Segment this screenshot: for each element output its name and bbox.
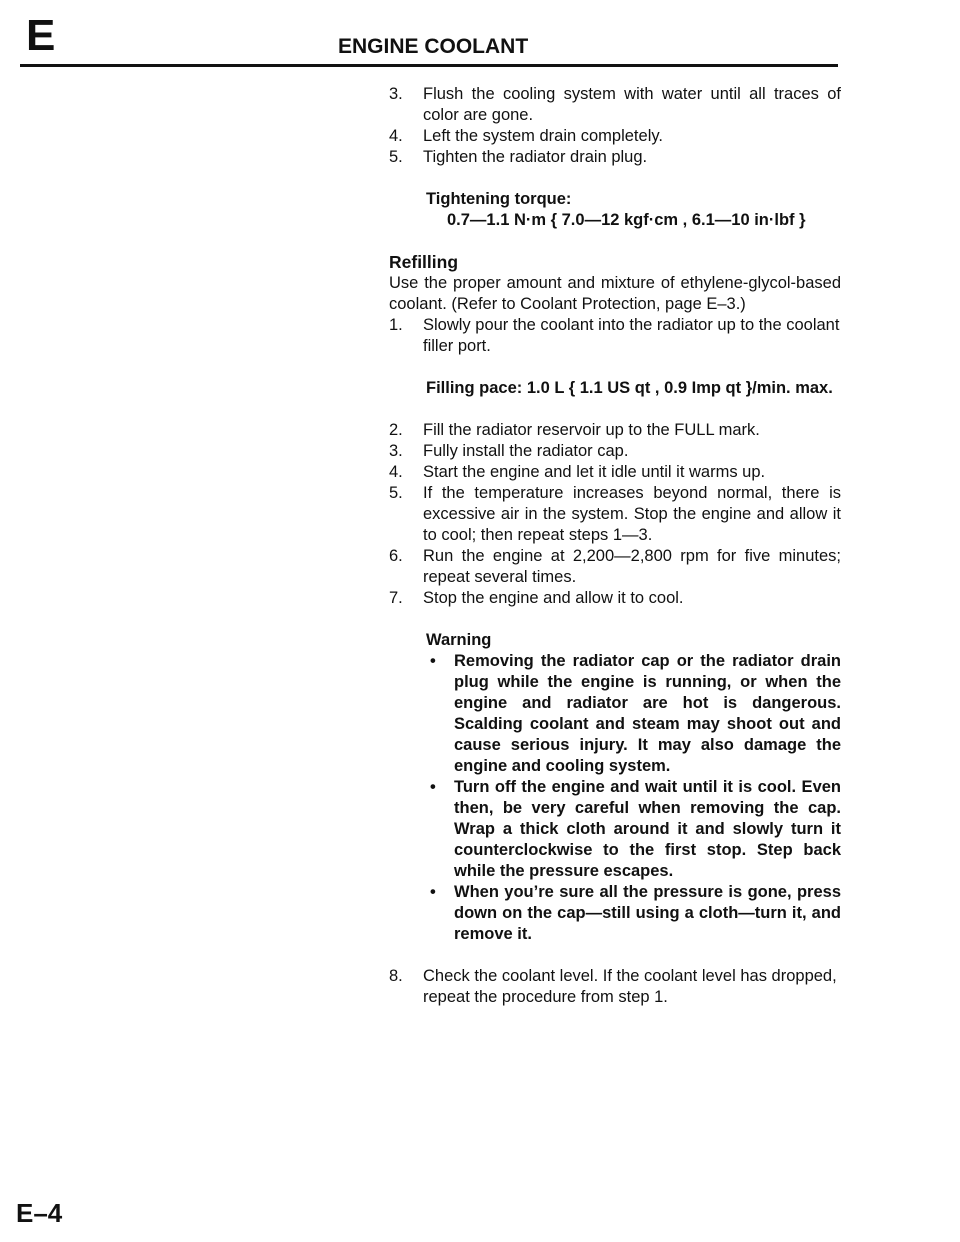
warning-list [426, 651, 841, 945]
header-rule [20, 64, 838, 67]
list-item: 1. Slowly pour the coolant into the radiator up to the coolant filler port. [389, 316, 840, 355]
bullet-icon: • [430, 652, 436, 670]
refilling-heading: Refilling [389, 252, 459, 272]
warning-title: Warning [426, 631, 492, 649]
list-item: 6. Run the engine at 2,200—2,800 rpm for five minutes; repeat several times. [389, 547, 841, 586]
list-item: • When you’re sure all the pressure is gone, press down on the cap—still using a cloth—turn it, and remove it. [426, 882, 841, 945]
list-item: 3. Fully install the radiator cap. [389, 442, 629, 460]
refilling-intro: Use the proper amount and mixture of ethylene-glycol-based coolant. (Refer to Coolant Protection, page E–3.) [389, 274, 841, 313]
page-number: E–4 [16, 1198, 63, 1228]
torque-value: 0.7—1.1 N·m { 7.0—12 kgf·cm , 6.1—10 in·lbf } [447, 211, 806, 229]
warning-box [389, 630, 841, 945]
list-item: 2. Fill the radiator reservoir up to the FULL mark. [389, 421, 760, 439]
list-item: 5. If the temperature increases beyond normal, there is excessive air in the system. Stop the engine and allow it to cool; then repeat steps 1—3. [389, 484, 841, 544]
list-item: 4. Left the system drain completely. [389, 127, 663, 145]
bullet-icon: • [430, 778, 436, 796]
bullet-icon: • [430, 883, 436, 901]
list-item: • Removing the radiator cap or the radiator drain plug while the engine is running, or when the engine and radiator are hot is dangerous. Scalding coolant and steam may shoot out and cause serious injury. It may also damage the engine and cooling system. [426, 651, 841, 777]
refilling-step-1 [389, 315, 841, 357]
list-item: 7. Stop the engine and allow it to cool. [389, 589, 684, 607]
list-item: • Turn off the engine and wait until it is cool. Even then, be very careful when removing the cap. Wrap a thick cloth around it and slowly turn it counterclockwise to the first stop. Step back while the pressure escapes. [426, 777, 841, 882]
page-title: ENGINE COOLANT [338, 35, 529, 58]
final-step [389, 966, 841, 1008]
torque-label: Tightening torque: [426, 190, 572, 208]
section-letter: E [26, 11, 56, 60]
list-item: 4. Start the engine and let it idle until it warms up. [389, 463, 766, 481]
list-item: 3. Flush the cooling system with water until all traces of color are gone. [389, 85, 841, 124]
flush-steps [389, 84, 841, 168]
refilling-steps [389, 420, 841, 609]
torque-spec [389, 189, 841, 231]
filling-pace: Filling pace: 1.0 L { 1.1 US qt , 0.9 Imp qt }/min. max. [426, 379, 833, 397]
page-content [389, 84, 841, 1008]
list-item: 5. Tighten the radiator drain plug. [389, 148, 648, 166]
list-item: 8. Check the coolant level. If the coolant level has dropped, repeat the procedure from step 1. [389, 967, 837, 1006]
